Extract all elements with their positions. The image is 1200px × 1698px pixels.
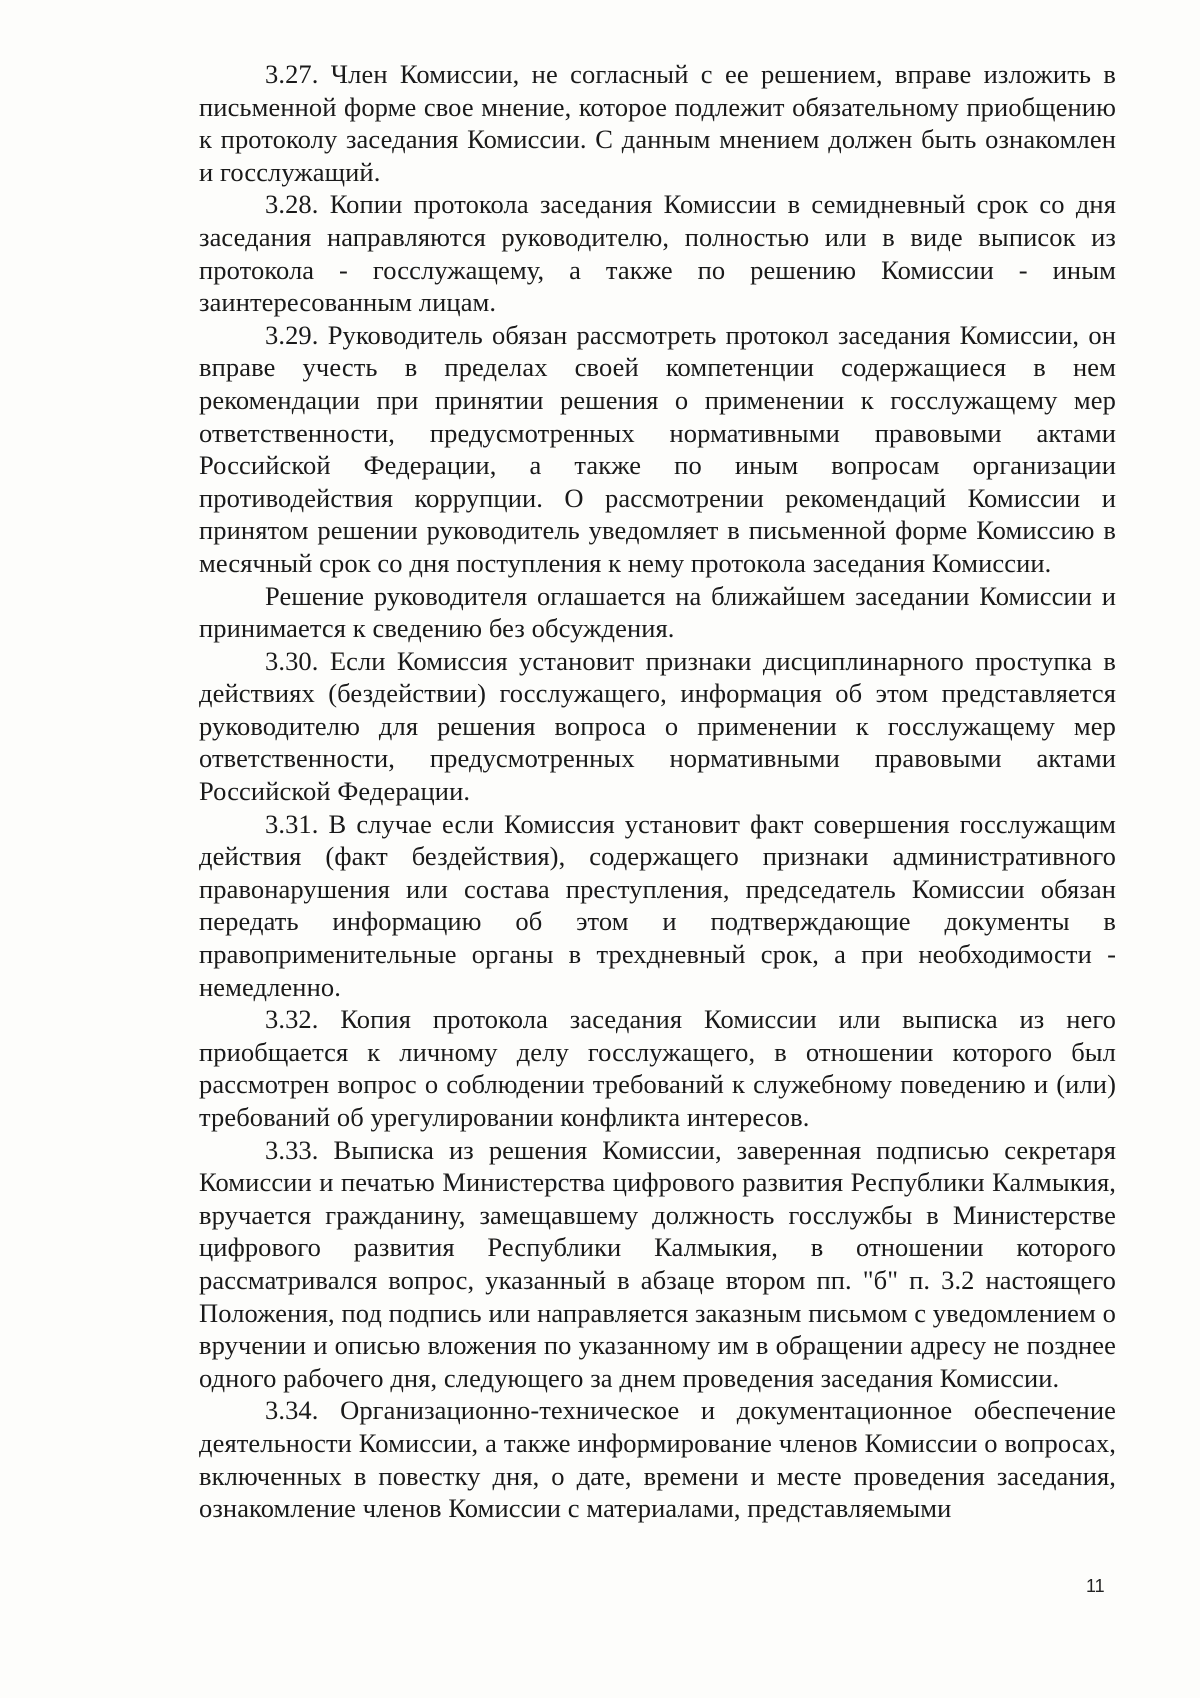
paragraph-3-27: 3.27. Член Комиссии, не согласный с ее решением, вправе изложить в письменной форме свое мнение, которое подлежит обязательному приобщению к протоколу заседания Комиссии. С данным мнением должен быть ознакомлен и госслужащий. <box>199 59 1116 187</box>
document-body <box>199 58 1116 1525</box>
paragraph-3-30: 3.30. Если Комиссия установит признаки дисциплинарного проступка в действиях (бездействии) госслужащего, информация об этом представляется руководителю для решения вопроса о применении к госслужащему мер ответственности, предусмотренных нормативными правовыми актами Российской Федерации. <box>199 645 1116 807</box>
paragraph-3-32: 3.32. Копия протокола заседания Комиссии или выписка из него приобщается к личному делу госслужащего, в отношении которого был рассмотрен вопрос о соблюдении требований к служебному поведению и (или) требований об урегулировании конфликта интересов. <box>199 1004 1116 1132</box>
paragraph-3-31: 3.31. В случае если Комиссия установит факт совершения госслужащим действия (факт бездействия), содержащего признаки административного правонарушения или состава преступления, председатель Комиссии обязан передать информацию об этом и подтверждающие документы в правоприменительные органы в трехдневный срок, а при необходимости - немедленно. <box>199 808 1116 1002</box>
paragraph-3-33: 3.33. Выписка из решения Комиссии, заверенная подписью секретаря Комиссии и печатью Министерства цифрового развития Республики Калмыкия, вручается гражданину, замещавшему должность госслужбы в Министерстве цифрового развития Республики Калмыкия, в отношении которого рассматривался вопрос, указанный в абзаце втором пп. "б" п. 3.2 настоящего Положения, под подпись или направляется заказным письмом с уведомлением о вручении и описью вложения по указанному им в обращении адресу не позднее одного рабочего дня, следующего за днем проведения заседания Комиссии. <box>199 1134 1116 1393</box>
paragraph-3-34: 3.34. Организационно-техническое и документационное обеспечение деятельности Комиссии, а также информирование членов Комиссии о вопросах, включенных в повестку дня, о дате, времени и месте проведения заседания, ознакомление членов Комиссии с материалами, представляемыми <box>199 1395 1116 1524</box>
paragraph-3-29: 3.29. Руководитель обязан рассмотреть протокол заседания Комиссии, он вправе учесть в пределах своей компетенции содержащиеся в нем рекомендации при принятии решения о применении к госслужащему мер ответственности, предусмотренных нормативными правовыми актами Российской Федерации, а также по иным вопросам организации противодействия коррупции. О рассмотрении рекомендаций Комиссии и принятом решении руководитель уведомляет в письменной форме Комиссию в месячный срок со дня поступления к нему протокола заседания Комиссии. <box>199 319 1116 578</box>
paragraph-3-28: 3.28. Копии протокола заседания Комиссии в семидневный срок со дня заседания направляются руководителю, полностью или в виде выписок из протокола - госслужащему, а также по решению Комиссии - иным заинтересованным лицам. <box>199 189 1116 318</box>
paragraph-3-29-decision: Решение руководителя оглашается на ближайшем заседании Комиссии и принимается к сведению без обсуждения. <box>199 580 1116 644</box>
page-number: 11 <box>1086 1576 1105 1596</box>
